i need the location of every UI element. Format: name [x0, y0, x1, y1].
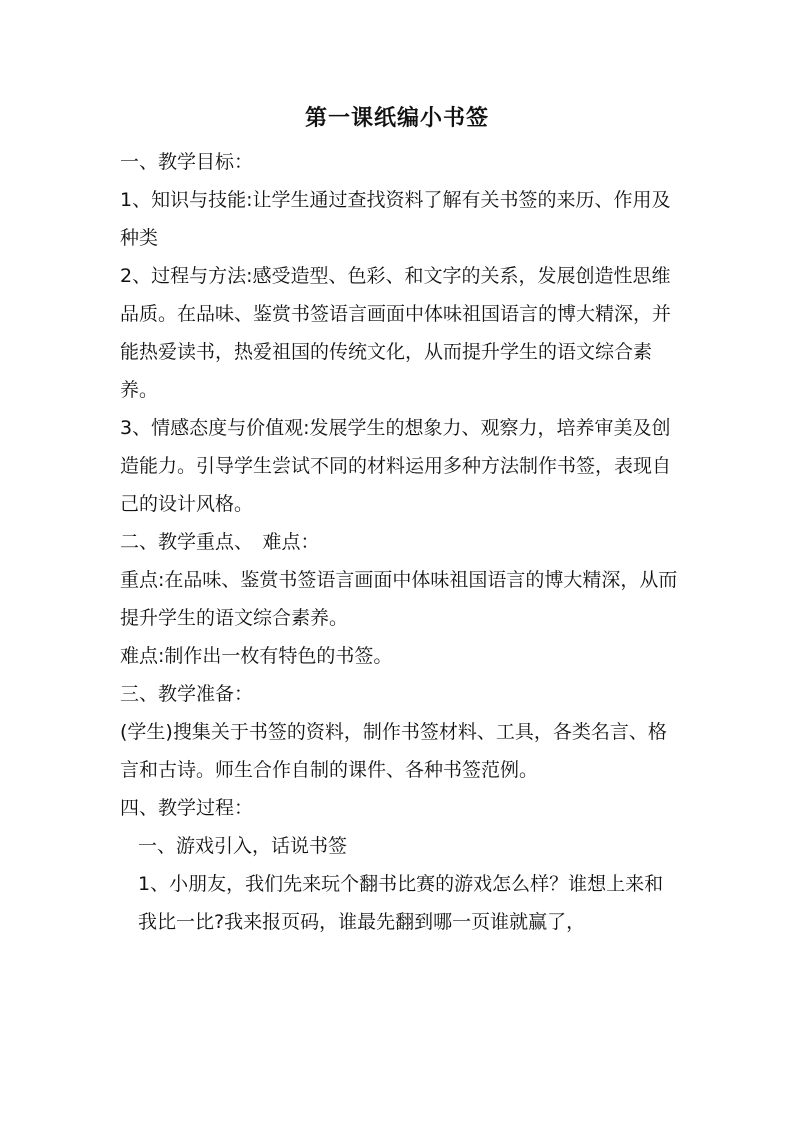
difficulty-paragraph: 难点:制作出一枚有特色的书签。: [120, 645, 393, 667]
objective-paragraph: 1、知识与技能:让学生通过查找资料了解有关书签的来历、作用及种类: [120, 189, 671, 249]
objective-paragraph: 2、过程与方法:感受造型、色彩、和文字的关系，发展创造性思维品质。在品味、鉴赏书签语言画面中体味祖国语言的博大精深，并能热爱读书，热爱祖国的传统文化，从而提升学生的语文综合素养。: [120, 265, 672, 401]
objective-paragraph: 3、情感态度与价值观:发展学生的想象力、观察力，培养审美及创造能力。引导学生尝试不同的材料运用多种方法制作书签，表现自己的设计风格。: [120, 417, 672, 515]
section-heading-key-points: 二、教学重点、 难点：: [120, 531, 320, 553]
document-body: [120, 143, 680, 941]
section-heading-process: 四、教学过程：: [120, 797, 254, 819]
key-point-paragraph: 重点:在品味、鉴赏书签语言画面中体味祖国语言的博大精深，从而提升学生的语文综合素养。: [120, 569, 678, 629]
document-title: 第一课纸编小书签: [304, 105, 489, 131]
preparation-paragraph: (学生)搜集关于书签的资料，制作书签材料、工具，各类名言、格言和古诗。师生合作自制的课件、各种书签范例。: [120, 721, 667, 781]
process-paragraph: 1、小朋友，我们先来玩个翻书比赛的游戏怎么样？谁想上来和我比一比?我来报页码，谁最先翻到哪一页谁就赢了，: [138, 873, 664, 933]
section-heading-preparation: 三、教学准备：: [120, 683, 254, 705]
process-subheading: 一、游戏引入，话说书签: [138, 835, 348, 857]
section-heading-objectives: 一、教学目标：: [120, 151, 254, 173]
